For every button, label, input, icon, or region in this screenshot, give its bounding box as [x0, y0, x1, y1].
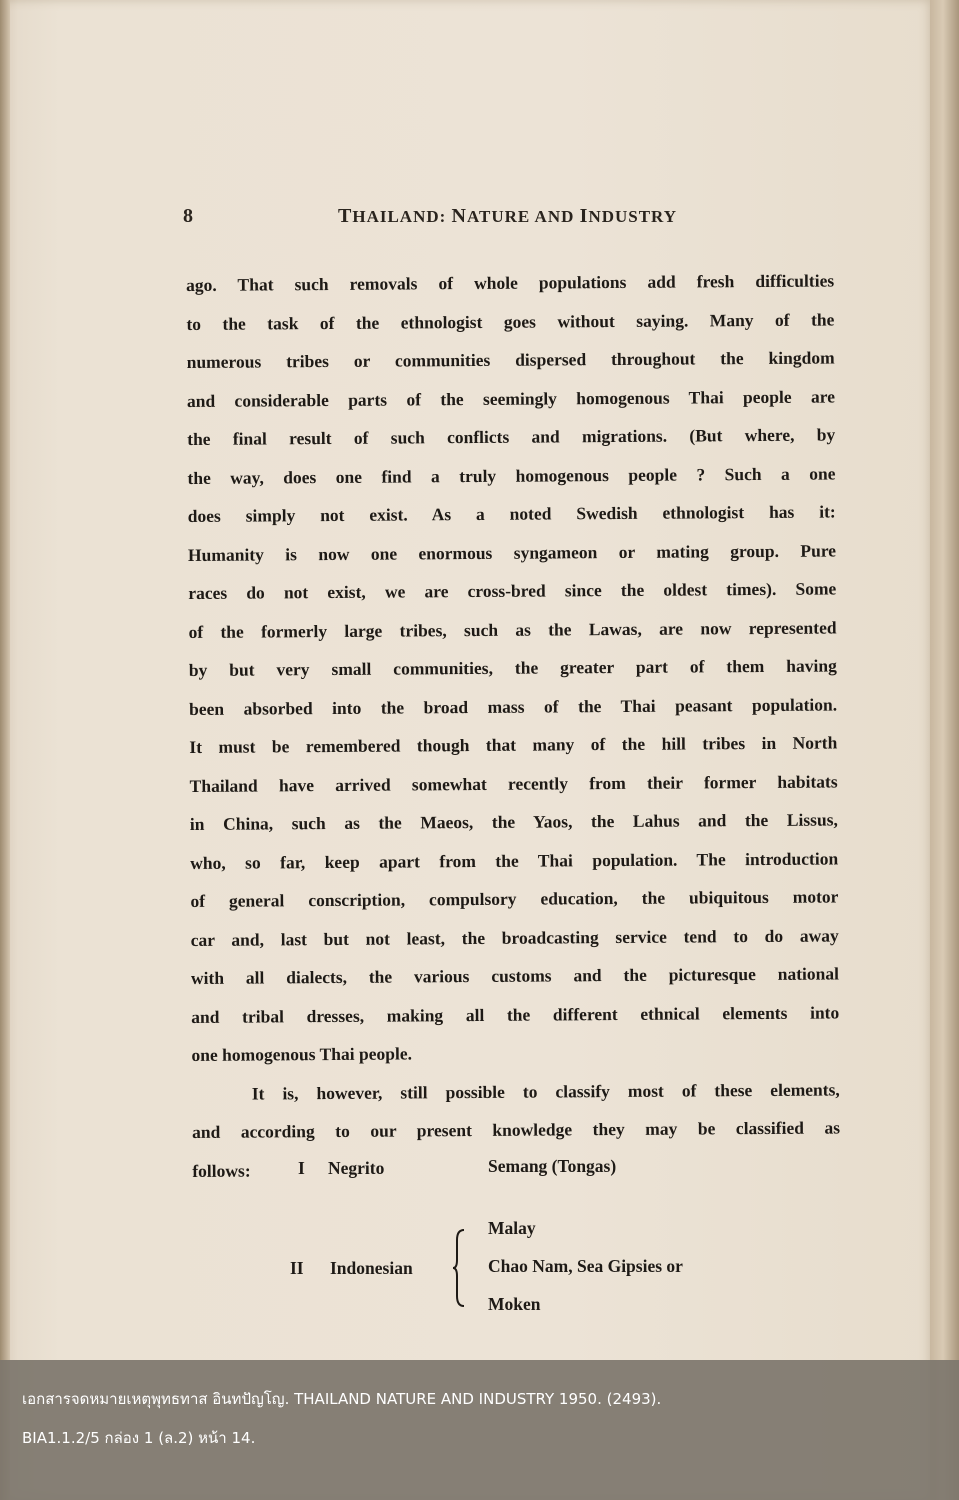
paragraph-line: It is, however, still possible to classify most of these elements,: [251, 1078, 840, 1104]
text-line: been absorbed into the broad mass of the Thai peasant population.: [189, 693, 838, 719]
page-header: [183, 205, 823, 231]
text-line: of the formerly large tribes, such as the Lawas, are now represented: [188, 616, 837, 642]
text-line: the final result of such conflicts and migrations. (But where, by: [187, 424, 836, 449]
text-line: does simply not exist. As a noted Swedish ethnologist has it:: [187, 501, 836, 526]
group-numeral: I: [298, 1158, 305, 1178]
text-line: and considerable parts of the seemingly homogenous Thai people are: [186, 385, 835, 411]
group-item: Semang (Tongas): [488, 1156, 617, 1176]
page-edge: [930, 0, 959, 1500]
text-line: ago. That such removals of whole populations add fresh difficulties: [186, 270, 835, 295]
text-line: and tribal dresses, making all the different ethnical elements into: [191, 1001, 840, 1027]
group-item: Malay: [488, 1218, 536, 1238]
classification-list: [190, 1150, 830, 1330]
group-numeral: II: [290, 1258, 304, 1278]
text-line: Thailand have arrived somewhat recently from their former habitats: [189, 770, 838, 796]
page-number: 8: [183, 205, 193, 227]
text-line: car and, last but not least, the broadcasting service tend to do away: [190, 924, 839, 950]
text-line: by but very small communities, the greater part of them having: [188, 655, 837, 680]
page-gutter: [0, 0, 10, 1500]
paragraph-line: follows:: [192, 1160, 251, 1181]
text-line: the way, does one find a truly homogenous people ? Such a one: [187, 462, 836, 488]
caption-line-2: BIA1.1.2/5 กล่อง 1 (ล.2) หน้า 14.: [22, 1429, 256, 1447]
curly-brace-icon: [452, 1228, 466, 1308]
text-line: who, so far, keep apart from the Thai population. The introduction: [190, 847, 839, 873]
text-line: to the task of the ethnologist goes without saying. Many of the: [186, 308, 835, 334]
group-name: Indonesian: [330, 1258, 413, 1278]
group-item: Chao Nam, Sea Gipsies or: [488, 1256, 683, 1276]
text-line: one homogenous Thai people.: [191, 1043, 412, 1065]
running-head: THAILAND: NATURE AND INDUSTRY: [338, 205, 678, 227]
text-line: races do not exist, we are cross-bred since the oldest times). Some: [188, 578, 837, 603]
text-line: of general conscription, compulsory education, the ubiquitous motor: [190, 886, 839, 911]
text-line: with all dialects, the various customs and the picturesque national: [190, 963, 840, 988]
paragraph-line: and according to our present knowledge they may be classified as: [191, 1117, 841, 1142]
group-item: Moken: [488, 1294, 541, 1314]
text-line: It must be remembered though that many of the hill tribes in North: [189, 732, 838, 757]
body-text: [186, 261, 840, 1190]
text-line: numerous tribes or communities dispersed throughout the kingdom: [186, 347, 835, 372]
group-name: Negrito: [328, 1158, 385, 1178]
text-line: Humanity is now one enormous syngameon or mating group. Pure: [187, 539, 837, 565]
caption-line-1: เอกสารจดหมายเหตุพุทธทาส อินทปัญโญ. THAILAND NATURE AND INDUSTRY 1950. (2493).: [22, 1390, 662, 1408]
text-line: in China, such as the Maeos, the Yaos, the Lahus and the Lissus,: [189, 809, 838, 834]
